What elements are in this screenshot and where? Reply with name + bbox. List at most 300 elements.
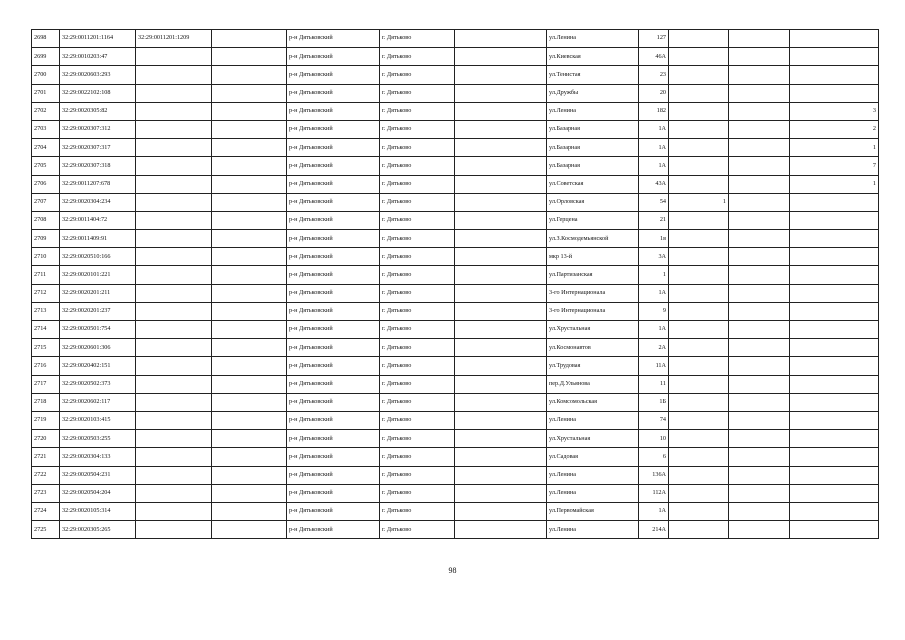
cell-district: р-н Дятьковский [287, 502, 380, 520]
cell-district: р-н Дятьковский [287, 84, 380, 102]
cell-row-number: 2721 [32, 448, 60, 466]
cell-row-number: 2716 [32, 357, 60, 375]
cell-house-number: 9 [639, 302, 669, 320]
cell-prev-cadastral-number [136, 430, 212, 448]
cell-prev-cadastral-number [136, 266, 212, 284]
cell-district: р-н Дятьковский [287, 248, 380, 266]
cell-house-number: 214А [639, 521, 669, 539]
cell-house-number: 1 [639, 266, 669, 284]
cell-col-10 [669, 466, 729, 484]
cell-col-12 [790, 357, 879, 375]
table-row [32, 30, 879, 48]
cell-district: р-н Дятьковский [287, 120, 380, 138]
cell-col-10 [669, 48, 729, 66]
cell-town: г. Дятьково [380, 357, 455, 375]
cell-col-7 [455, 411, 547, 429]
table-row [32, 302, 879, 320]
cell-col-7 [455, 157, 547, 175]
cell-col-7 [455, 30, 547, 48]
cell-col-11 [729, 248, 790, 266]
cell-street: ул.Партизанская [547, 266, 639, 284]
cell-col-4 [212, 230, 287, 248]
cell-col-12 [790, 284, 879, 302]
cell-cadastral-number: 32:29:0020201:237 [60, 302, 136, 320]
cell-cadastral-number: 32:29:0011404:72 [60, 211, 136, 229]
cell-row-number: 2715 [32, 339, 60, 357]
cell-col-7 [455, 48, 547, 66]
cell-cadastral-number: 32:29:0020307:317 [60, 139, 136, 157]
table-row [32, 339, 879, 357]
cell-col-10 [669, 284, 729, 302]
table-row [32, 84, 879, 102]
cell-prev-cadastral-number [136, 357, 212, 375]
cell-prev-cadastral-number [136, 211, 212, 229]
table-row [32, 230, 879, 248]
cell-col-11 [729, 393, 790, 411]
page-number: 98 [448, 566, 457, 575]
table-row [32, 321, 879, 339]
cell-town: г. Дятьково [380, 430, 455, 448]
cell-col-11 [729, 48, 790, 66]
cell-col-4 [212, 102, 287, 120]
cell-district: р-н Дятьковский [287, 211, 380, 229]
cell-cadastral-number: 32:29:0020101:221 [60, 266, 136, 284]
cell-row-number: 2698 [32, 30, 60, 48]
cell-prev-cadastral-number [136, 175, 212, 193]
table-row [32, 411, 879, 429]
cell-town: г. Дятьково [380, 521, 455, 539]
cell-col-7 [455, 139, 547, 157]
cell-col-12 [790, 248, 879, 266]
cell-col-7 [455, 230, 547, 248]
cell-col-12 [790, 430, 879, 448]
table-row [32, 393, 879, 411]
table-row [32, 448, 879, 466]
cell-col-10 [669, 321, 729, 339]
cell-cadastral-number: 32:29:0020304:234 [60, 193, 136, 211]
cell-col-11 [729, 157, 790, 175]
cell-prev-cadastral-number [136, 248, 212, 266]
table-row [32, 211, 879, 229]
cell-col-10 [669, 302, 729, 320]
cell-col-4 [212, 521, 287, 539]
cell-town: г. Дятьково [380, 84, 455, 102]
cell-town: г. Дятьково [380, 102, 455, 120]
cell-col-4 [212, 430, 287, 448]
cell-cadastral-number: 32:29:0020503:255 [60, 430, 136, 448]
cell-col-7 [455, 66, 547, 84]
cell-house-number: 23 [639, 66, 669, 84]
cell-cadastral-number: 32:29:0020502:373 [60, 375, 136, 393]
cell-town: г. Дятьково [380, 248, 455, 266]
cell-house-number: 127 [639, 30, 669, 48]
cell-district: р-н Дятьковский [287, 484, 380, 502]
cell-col-12 [790, 466, 879, 484]
cell-col-7 [455, 211, 547, 229]
cell-col-10 [669, 230, 729, 248]
cell-col-11 [729, 84, 790, 102]
cell-col-7 [455, 102, 547, 120]
cell-col-10 [669, 521, 729, 539]
cell-street: ул.Хрустальная [547, 430, 639, 448]
cell-district: р-н Дятьковский [287, 230, 380, 248]
cell-town: г. Дятьково [380, 484, 455, 502]
cell-col-4 [212, 175, 287, 193]
cell-col-4 [212, 66, 287, 84]
cell-row-number: 2708 [32, 211, 60, 229]
cell-district: р-н Дятьковский [287, 302, 380, 320]
cell-row-number: 2725 [32, 521, 60, 539]
cell-row-number: 2709 [32, 230, 60, 248]
cell-house-number: 112А [639, 484, 669, 502]
cell-house-number: 46А [639, 48, 669, 66]
cell-col-7 [455, 466, 547, 484]
cell-district: р-н Дятьковский [287, 157, 380, 175]
cell-house-number: 1А [639, 502, 669, 520]
cell-col-10 [669, 430, 729, 448]
cell-col-7 [455, 84, 547, 102]
cell-prev-cadastral-number [136, 193, 212, 211]
cell-cadastral-number: 32:29:0020601:306 [60, 339, 136, 357]
cell-town: г. Дятьково [380, 175, 455, 193]
cell-district: р-н Дятьковский [287, 430, 380, 448]
cell-col-4 [212, 484, 287, 502]
cell-town: г. Дятьково [380, 48, 455, 66]
cell-col-12: 2 [790, 120, 879, 138]
cell-col-4 [212, 393, 287, 411]
cell-house-number: 21 [639, 211, 669, 229]
table-row [32, 266, 879, 284]
cell-house-number: 11А [639, 357, 669, 375]
cell-district: р-н Дятьковский [287, 66, 380, 84]
cell-house-number: 1Б [639, 393, 669, 411]
cell-prev-cadastral-number [136, 302, 212, 320]
cell-street: ул.Хрустальная [547, 321, 639, 339]
cell-row-number: 2706 [32, 175, 60, 193]
cell-street: ул.Киевская [547, 48, 639, 66]
cell-cadastral-number: 32:29:0011201:1164 [60, 30, 136, 48]
cell-row-number: 2710 [32, 248, 60, 266]
cell-col-4 [212, 248, 287, 266]
cell-district: р-н Дятьковский [287, 521, 380, 539]
cell-col-4 [212, 48, 287, 66]
table-row [32, 193, 879, 211]
cell-cadastral-number: 32:29:0020501:754 [60, 321, 136, 339]
table-row [32, 430, 879, 448]
cell-district: р-н Дятьковский [287, 48, 380, 66]
cell-col-11 [729, 175, 790, 193]
cell-house-number: 2А [639, 339, 669, 357]
cell-col-10 [669, 266, 729, 284]
cell-col-7 [455, 521, 547, 539]
cell-row-number: 2713 [32, 302, 60, 320]
table-row [32, 48, 879, 66]
cell-col-11 [729, 120, 790, 138]
cell-col-7 [455, 357, 547, 375]
cell-house-number: 1А [639, 157, 669, 175]
cell-house-number: 20 [639, 84, 669, 102]
cell-town: г. Дятьково [380, 139, 455, 157]
cell-street: ул.Дружбы [547, 84, 639, 102]
cell-prev-cadastral-number [136, 84, 212, 102]
cell-row-number: 2717 [32, 375, 60, 393]
cell-col-12 [790, 211, 879, 229]
cell-col-4 [212, 411, 287, 429]
cell-col-10 [669, 175, 729, 193]
cell-col-11 [729, 502, 790, 520]
cell-row-number: 2714 [32, 321, 60, 339]
cell-district: р-н Дятьковский [287, 357, 380, 375]
cell-prev-cadastral-number [136, 339, 212, 357]
cell-street: ул.Тенистая [547, 66, 639, 84]
cell-street: ул.Ленина [547, 30, 639, 48]
cell-house-number: 1А [639, 120, 669, 138]
cell-col-12 [790, 266, 879, 284]
table-row [32, 284, 879, 302]
cell-town: г. Дятьково [380, 302, 455, 320]
cell-house-number: 1в [639, 230, 669, 248]
cell-district: р-н Дятьковский [287, 175, 380, 193]
cell-cadastral-number: 32:29:0020603:293 [60, 66, 136, 84]
cell-street: 3-го Интернационала [547, 302, 639, 320]
cell-col-12: 1 [790, 139, 879, 157]
cell-street: мкр 13-й [547, 248, 639, 266]
cell-prev-cadastral-number [136, 502, 212, 520]
cell-col-4 [212, 139, 287, 157]
cell-col-7 [455, 502, 547, 520]
cell-town: г. Дятьково [380, 502, 455, 520]
cell-prev-cadastral-number [136, 157, 212, 175]
cell-col-12 [790, 393, 879, 411]
cell-col-10 [669, 393, 729, 411]
cell-col-10 [669, 139, 729, 157]
cell-row-number: 2705 [32, 157, 60, 175]
cell-house-number: 10 [639, 430, 669, 448]
cell-town: г. Дятьково [380, 411, 455, 429]
cell-district: р-н Дятьковский [287, 321, 380, 339]
cell-cadastral-number: 32:29:0020305:82 [60, 102, 136, 120]
cell-col-12 [790, 193, 879, 211]
cell-town: г. Дятьково [380, 157, 455, 175]
cell-col-12 [790, 448, 879, 466]
cell-district: р-н Дятьковский [287, 448, 380, 466]
cell-district: р-н Дятьковский [287, 193, 380, 211]
cell-row-number: 2707 [32, 193, 60, 211]
cell-street: ул.Трудовая [547, 357, 639, 375]
cell-row-number: 2703 [32, 120, 60, 138]
cell-col-10 [669, 157, 729, 175]
cell-col-11 [729, 66, 790, 84]
cell-col-4 [212, 120, 287, 138]
cell-cadastral-number: 32:29:0020304:133 [60, 448, 136, 466]
cell-row-number: 2720 [32, 430, 60, 448]
cell-col-11 [729, 284, 790, 302]
cell-cadastral-number: 32:29:0020105:314 [60, 502, 136, 520]
cell-col-4 [212, 339, 287, 357]
cell-col-10 [669, 411, 729, 429]
cell-col-11 [729, 193, 790, 211]
cell-cadastral-number: 32:29:0020305:265 [60, 521, 136, 539]
cell-col-10 [669, 211, 729, 229]
cell-street: ул.Герцена [547, 211, 639, 229]
cell-town: г. Дятьково [380, 321, 455, 339]
cell-town: г. Дятьково [380, 466, 455, 484]
cell-col-4 [212, 448, 287, 466]
cell-col-4 [212, 84, 287, 102]
cell-prev-cadastral-number [136, 411, 212, 429]
cell-district: р-н Дятьковский [287, 375, 380, 393]
cell-col-10 [669, 30, 729, 48]
cell-col-11 [729, 266, 790, 284]
cell-cadastral-number: 32:29:0020504:231 [60, 466, 136, 484]
cell-col-10 [669, 484, 729, 502]
cell-col-12 [790, 321, 879, 339]
cell-col-4 [212, 266, 287, 284]
cell-col-12 [790, 48, 879, 66]
cell-house-number: 11 [639, 375, 669, 393]
table-row [32, 466, 879, 484]
cell-prev-cadastral-number [136, 284, 212, 302]
cell-prev-cadastral-number [136, 448, 212, 466]
cell-col-10: 1 [669, 193, 729, 211]
cell-col-12 [790, 84, 879, 102]
cell-col-4 [212, 284, 287, 302]
cell-house-number: 3А [639, 248, 669, 266]
table-row [32, 357, 879, 375]
cell-col-10 [669, 357, 729, 375]
cell-row-number: 2699 [32, 48, 60, 66]
cell-town: г. Дятьково [380, 230, 455, 248]
cell-col-7 [455, 430, 547, 448]
cell-house-number: 136А [639, 466, 669, 484]
cell-street: ул.Ленина [547, 411, 639, 429]
cell-col-11 [729, 339, 790, 357]
cell-col-12: 3 [790, 102, 879, 120]
cell-town: г. Дятьково [380, 266, 455, 284]
cell-town: г. Дятьково [380, 211, 455, 229]
table-row [32, 175, 879, 193]
cell-street: ул.Ленина [547, 484, 639, 502]
cell-street: ул.Первомайская [547, 502, 639, 520]
cell-col-11 [729, 321, 790, 339]
cell-street: ул.Базарная [547, 120, 639, 138]
cell-col-12 [790, 302, 879, 320]
table-row [32, 502, 879, 520]
table-row [32, 139, 879, 157]
cell-col-11 [729, 211, 790, 229]
cell-col-12 [790, 521, 879, 539]
cell-col-11 [729, 430, 790, 448]
cell-col-4 [212, 357, 287, 375]
cell-house-number: 182 [639, 102, 669, 120]
cell-row-number: 2701 [32, 84, 60, 102]
cell-house-number: 54 [639, 193, 669, 211]
cell-col-12 [790, 502, 879, 520]
cell-district: р-н Дятьковский [287, 411, 380, 429]
table-row [32, 157, 879, 175]
cell-col-10 [669, 502, 729, 520]
cell-prev-cadastral-number [136, 393, 212, 411]
cell-district: р-н Дятьковский [287, 339, 380, 357]
cell-col-10 [669, 248, 729, 266]
cell-row-number: 2704 [32, 139, 60, 157]
cell-prev-cadastral-number [136, 48, 212, 66]
cell-street: ул.Орловская [547, 193, 639, 211]
cell-prev-cadastral-number [136, 230, 212, 248]
cell-col-11 [729, 484, 790, 502]
cell-col-7 [455, 321, 547, 339]
cell-town: г. Дятьково [380, 448, 455, 466]
cell-street: 3-го Интернационала [547, 284, 639, 302]
cell-col-7 [455, 393, 547, 411]
cell-cadastral-number: 32:29:0010203:47 [60, 48, 136, 66]
cell-cadastral-number: 32:29:0020201:211 [60, 284, 136, 302]
cell-row-number: 2722 [32, 466, 60, 484]
cell-street: пер.Д.Ульянова [547, 375, 639, 393]
cell-col-12: 1 [790, 175, 879, 193]
cell-prev-cadastral-number [136, 321, 212, 339]
cell-cadastral-number: 32:29:0020103:415 [60, 411, 136, 429]
cell-col-7 [455, 120, 547, 138]
cell-town: г. Дятьково [380, 66, 455, 84]
cell-prev-cadastral-number [136, 102, 212, 120]
cell-col-11 [729, 375, 790, 393]
cell-town: г. Дятьково [380, 120, 455, 138]
table-body [32, 30, 879, 539]
table-row [32, 484, 879, 502]
cell-col-11 [729, 411, 790, 429]
cell-town: г. Дятьково [380, 30, 455, 48]
cell-house-number: 43А [639, 175, 669, 193]
cell-row-number: 2700 [32, 66, 60, 84]
cell-row-number: 2711 [32, 266, 60, 284]
cell-house-number: 74 [639, 411, 669, 429]
cell-col-4 [212, 466, 287, 484]
cell-cadastral-number: 32:29:0020510:166 [60, 248, 136, 266]
cell-col-7 [455, 248, 547, 266]
cell-col-10 [669, 339, 729, 357]
cell-house-number: 1А [639, 139, 669, 157]
cell-row-number: 2712 [32, 284, 60, 302]
table-row [32, 248, 879, 266]
cell-street: ул.З.Космодемьянской [547, 230, 639, 248]
cell-col-7 [455, 175, 547, 193]
cell-col-11 [729, 302, 790, 320]
table-row [32, 375, 879, 393]
cell-street: ул.Комсомольская [547, 393, 639, 411]
table-row [32, 521, 879, 539]
cell-prev-cadastral-number [136, 466, 212, 484]
cell-col-11 [729, 102, 790, 120]
cell-district: р-н Дятьковский [287, 102, 380, 120]
cell-town: г. Дятьково [380, 193, 455, 211]
cell-col-11 [729, 521, 790, 539]
cell-col-11 [729, 139, 790, 157]
cell-col-4 [212, 321, 287, 339]
cell-street: ул.Базарная [547, 139, 639, 157]
cell-row-number: 2702 [32, 102, 60, 120]
cell-col-4 [212, 157, 287, 175]
cell-col-7 [455, 266, 547, 284]
cell-cadastral-number: 32:29:0011409:91 [60, 230, 136, 248]
cell-col-4 [212, 211, 287, 229]
cell-cadastral-number: 32:29:0020307:318 [60, 157, 136, 175]
cell-col-12 [790, 484, 879, 502]
cell-district: р-н Дятьковский [287, 30, 380, 48]
cell-col-10 [669, 66, 729, 84]
registry-table [31, 29, 879, 539]
cell-col-10 [669, 84, 729, 102]
